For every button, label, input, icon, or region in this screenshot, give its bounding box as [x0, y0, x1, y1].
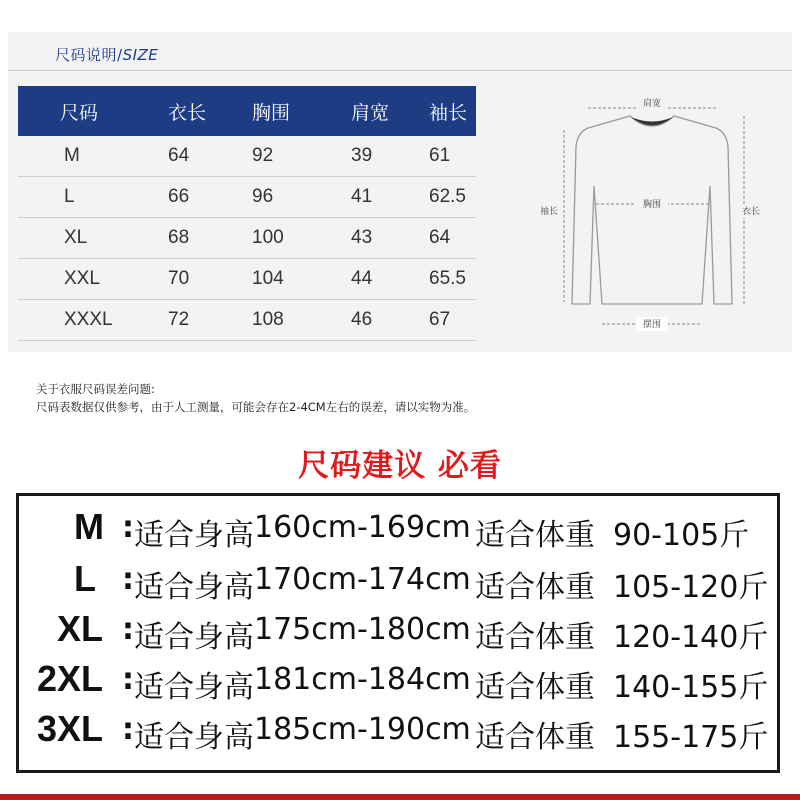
suggestion-title: 尺码建议 必看 — [298, 448, 502, 484]
suggestion-row — [19, 506, 779, 558]
row-weight: 105-120斤 — [613, 570, 769, 605]
row-size: XL — [57, 608, 104, 649]
heading-divider — [8, 70, 792, 71]
heading-cn: 尺码说明 — [55, 46, 118, 64]
cell-size: XXL — [18, 259, 168, 300]
row-weight-label: 适合体重 — [475, 670, 595, 705]
cell-length: 68 — [168, 218, 252, 259]
row-weight: 140-155斤 — [613, 670, 769, 705]
collar-icon — [631, 117, 673, 126]
note-text: 尺码表数据仅供参考，由于人工测量，可能会存在2-4CM左右的误差，请以实物为准。 — [36, 400, 476, 414]
length-label: 衣长 — [741, 207, 761, 217]
cell-length: 70 — [168, 259, 252, 300]
cell-sleeve: 62.5 — [429, 177, 476, 218]
cell-chest: 104 — [252, 259, 351, 300]
row-weight-label: 适合体重 — [475, 620, 595, 655]
bottom-accent-bar — [0, 794, 800, 800]
row-size: 2XL — [37, 658, 104, 699]
row-size: L — [74, 558, 96, 599]
header-size: 尺码 — [18, 86, 168, 136]
row-colon: : — [122, 712, 134, 747]
size-note — [36, 380, 475, 416]
table-row — [18, 259, 476, 300]
cell-shoulder: 43 — [351, 218, 429, 259]
header-chest: 胸围 — [252, 86, 351, 136]
table-row — [18, 218, 476, 259]
section-heading — [55, 44, 158, 65]
header-shoulder: 肩宽 — [351, 86, 429, 136]
row-colon: : — [122, 562, 134, 597]
cell-shoulder: 46 — [351, 300, 429, 341]
row-colon: : — [122, 612, 134, 647]
cell-shoulder: 44 — [351, 259, 429, 300]
cell-length: 72 — [168, 300, 252, 341]
shirt-measurement-diagram — [530, 86, 775, 348]
row-height: 181cm-184cm — [254, 662, 471, 697]
row-height: 160cm-169cm — [254, 510, 471, 545]
size-table — [18, 86, 476, 341]
chest-label: 胸围 — [642, 200, 662, 210]
cell-sleeve: 65.5 — [429, 259, 476, 300]
cell-shoulder: 39 — [351, 136, 429, 177]
suggestion-row — [19, 558, 779, 610]
row-height-label: 适合身高 — [134, 620, 254, 655]
row-height-label: 适合身高 — [134, 570, 254, 605]
shoulder-label: 肩宽 — [642, 99, 662, 109]
cell-size: L — [18, 177, 168, 218]
row-height: 175cm-180cm — [254, 612, 471, 647]
suggestion-row — [19, 708, 779, 760]
row-height: 185cm-190cm — [254, 712, 471, 747]
cell-chest: 96 — [252, 177, 351, 218]
note-title: 关于衣服尺码误差问题: — [36, 382, 155, 396]
cell-size: XL — [18, 218, 168, 259]
table-row — [18, 177, 476, 218]
row-height-label: 适合身高 — [134, 670, 254, 705]
heading-en: SIZE — [122, 46, 159, 64]
cell-sleeve: 64 — [429, 218, 476, 259]
heading-sep: / — [117, 46, 123, 64]
row-weight-label: 适合体重 — [475, 720, 595, 755]
row-size: M — [74, 506, 104, 547]
size-table-header — [18, 86, 476, 136]
row-height: 170cm-174cm — [254, 562, 471, 597]
table-row — [18, 136, 476, 177]
row-weight-label: 适合体重 — [475, 518, 595, 553]
cell-shoulder: 41 — [351, 177, 429, 218]
row-colon: : — [122, 662, 134, 697]
cell-sleeve: 67 — [429, 300, 476, 341]
row-weight: 90-105斤 — [613, 518, 750, 553]
header-length: 衣长 — [168, 86, 252, 136]
row-height-label: 适合身高 — [134, 720, 254, 755]
cell-sleeve: 61 — [429, 136, 476, 177]
header-sleeve: 袖长 — [429, 86, 476, 136]
suggestion-row — [19, 658, 779, 710]
row-size: 3XL — [37, 708, 104, 749]
cell-chest: 100 — [252, 218, 351, 259]
row-weight-label: 适合体重 — [475, 570, 595, 605]
row-height-label: 适合身高 — [134, 518, 254, 553]
sleeve-label: 袖长 — [539, 207, 559, 217]
row-weight: 120-140斤 — [613, 620, 769, 655]
cell-size: M — [18, 136, 168, 177]
suggestion-row — [19, 608, 779, 660]
cell-size: XXXL — [18, 300, 168, 341]
row-weight: 155-175斤 — [613, 720, 769, 755]
cell-chest: 108 — [252, 300, 351, 341]
row-colon: : — [122, 510, 134, 545]
cell-length: 64 — [168, 136, 252, 177]
cell-length: 66 — [168, 177, 252, 218]
suggestion-box — [16, 493, 780, 773]
table-row — [18, 300, 476, 341]
cell-chest: 92 — [252, 136, 351, 177]
hem-label: 摆围 — [642, 320, 662, 330]
